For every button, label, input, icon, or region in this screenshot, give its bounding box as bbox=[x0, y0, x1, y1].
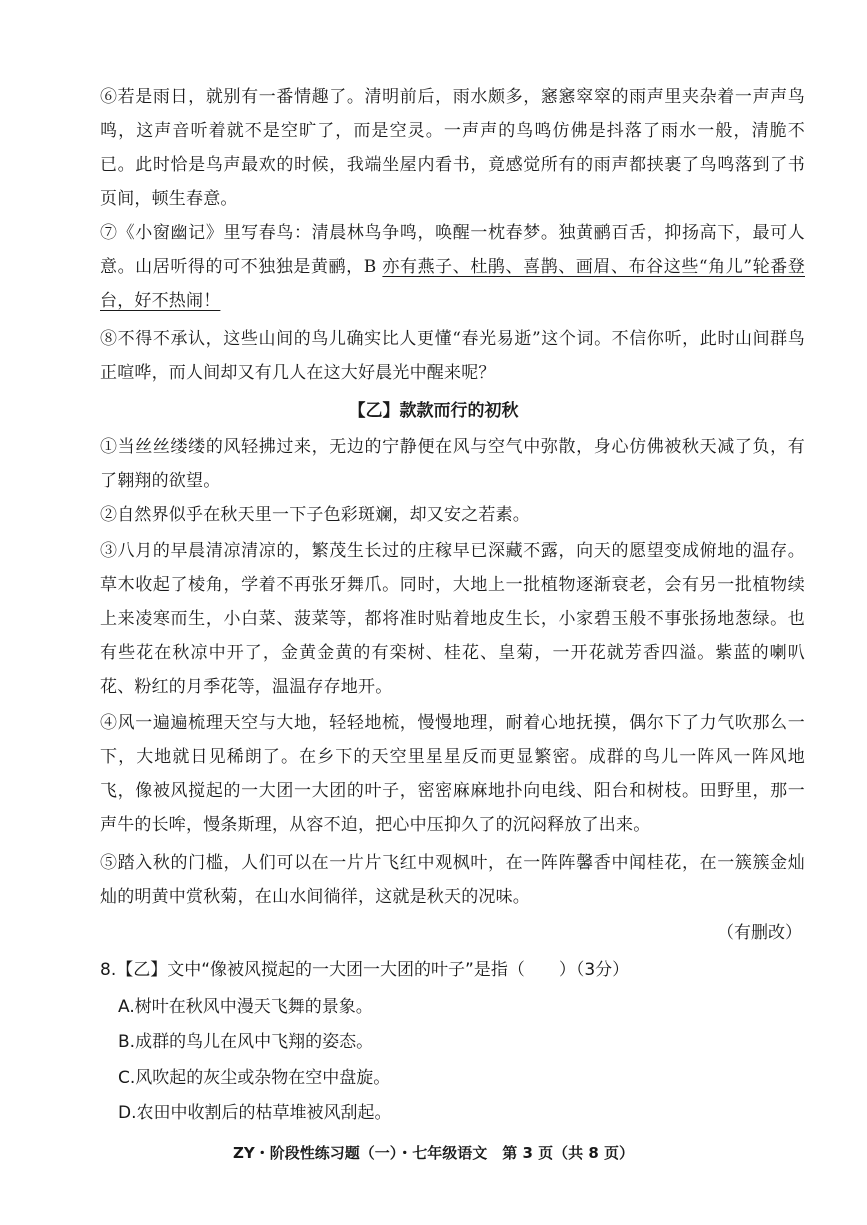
paragraph-jia-7 bbox=[100, 216, 805, 318]
paragraph-yi-2: ②自然界似乎在秋天里一下子色彩斑斓，却又安之若素。 bbox=[100, 505, 530, 525]
paragraph-jia-8: ⑧不得不承认，这些山间的鸟儿确实比人更懂“春光易逝”这个词。不信你听，此时山间群鸟正喧哗，而人间却又有几人在这大好晨光中醒来呢？ bbox=[100, 329, 805, 383]
option-a: A.树叶在秋风中漫天飞舞的景象。 bbox=[118, 997, 373, 1017]
page-footer: ZY・阶段性练习题（一）・七年级语文 第 3 页（共 8 页） bbox=[232, 1144, 634, 1162]
paragraph-yi-5: ⑤踏入秋的门槛，人们可以在一片片飞红中观枫叶，在一阵阵馨香中闻桂花，在一簇簇金灿灿的明黄中赏秋菊，在山水间徜徉，这就是秋天的况味。 bbox=[100, 853, 805, 907]
underlined-sentence-b: 亦有燕子、杜鹃、喜鹊、画眉、布谷这些“角儿”轮番登台，好不热闹！ bbox=[100, 257, 805, 311]
paragraph-yi-3: ③八月的早晨清凉清凉的，繁茂生长过的庄稼早已深藏不露，向天的愿望变成俯地的温存。草木收起了棱角，学着不再张牙舞爪。同时，大地上一批植物逐渐衰老，会有另一批植物续上来凌寒而生，小白菜、菠菜等，都将准时贴着地皮生长，小家碧玉般不事张扬地葱绿。也有些花在秋凉中开了，金黄金黄的有栾树、桂花、皇菊，一开花就芳香四溢。紫蓝的喇叭花、粉红的月季花等，温温存存地开。 bbox=[100, 541, 805, 697]
option-c: C.风吹起的灰尘或杂物在空中盘旋。 bbox=[118, 1068, 391, 1088]
paragraph-jia-7-text: ⑦《小窗幽记》里写春鸟：清晨林鸟争鸣，唤醒一枕春梦。独黄鹂百舌，抑扬高下，最可人意。山居听得的可不独独是黄鹂，B bbox=[100, 223, 805, 277]
option-d: D.农田中收割后的枯草堆被风刮起。 bbox=[118, 1103, 392, 1123]
question-8-stem: 8.【乙】文中“像被风搅起的一大团一大团的叶子”是指（ ）（3分） bbox=[100, 960, 630, 980]
option-b: B.成群的鸟儿在风中飞翔的姿态。 bbox=[118, 1032, 374, 1052]
paragraph-yi-4: ④风一遍遍梳理天空与大地，轻轻地梳，慢慢地理，耐着心地抚摸，偶尔下了力气吹那么一下，大地就日见稀朗了。在乡下的天空里星星反而更显繁密。成群的鸟儿一阵风一阵风地飞，像被风搅起的一大团一大团的叶子，密密麻麻地扑向电线、阳台和树枝。田野里，那一声牛的长哞，慢条斯理，从容不迫，把心中压抑久了的沉闷释放了出来。 bbox=[100, 713, 805, 835]
section-title-yi: 【乙】款款而行的初秋 bbox=[348, 401, 519, 421]
edit-note: （有删改） bbox=[717, 923, 802, 943]
paragraph-jia-6: ⑥若是雨日，就别有一番情趣了。清明前后，雨水颇多，窸窸窣窣的雨声里夹杂着一声声鸟鸣，这声音听着就不是空旷了，而是空灵。一声声的鸟鸣仿佛是抖落了雨水一般，清脆不已。此时恰是鸟声最欢的时候，我端坐屋内看书，竟感觉所有的雨声都挟裹了鸟鸣落到了书页间，顿生春意。 bbox=[100, 87, 805, 209]
paragraph-yi-1: ①当丝丝缕缕的风轻拂过来，无边的宁静便在风与空气中弥散，身心仿佛被秋天减了负，有了翱翔的欲望。 bbox=[100, 437, 805, 491]
